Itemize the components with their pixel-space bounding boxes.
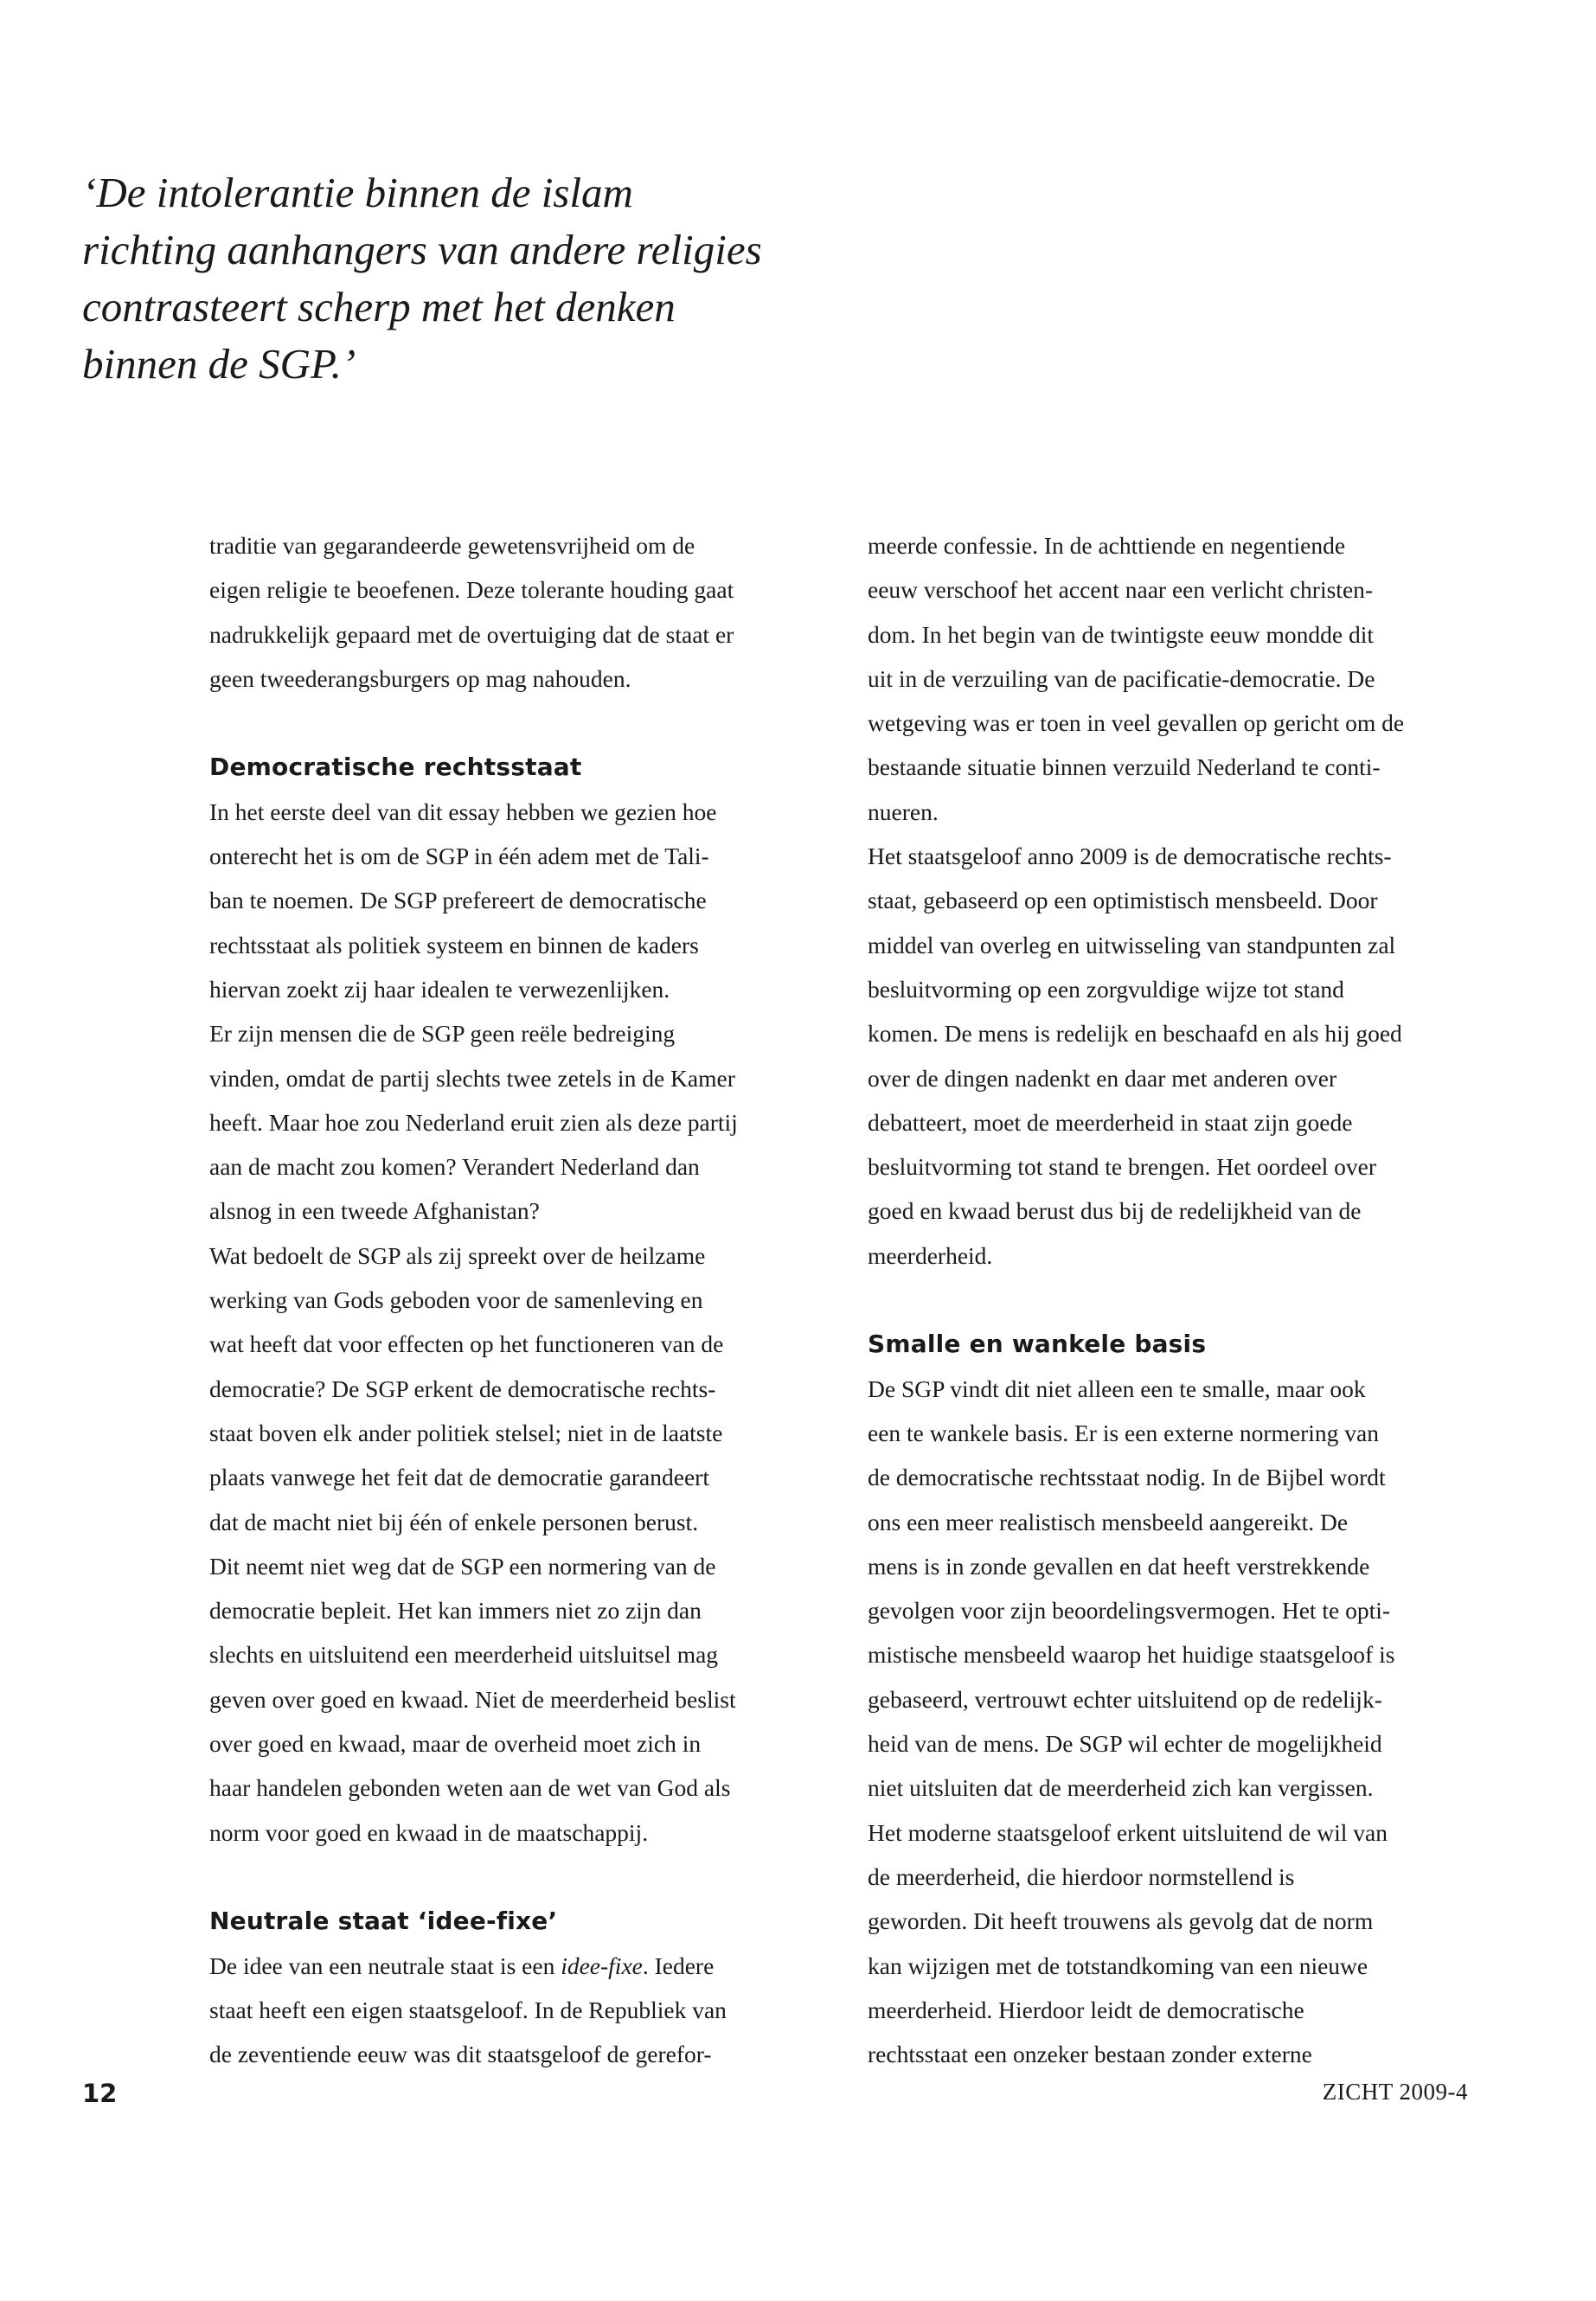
text-line: heid van de mens. De SGP wil echter de mogelijkheid xyxy=(868,1730,1382,1758)
text-line: nadrukkelijk gepaard met de overtuiging dat de staat er xyxy=(209,620,734,648)
text-line: aan de macht zou komen? Verandert Nederland dan xyxy=(209,1153,700,1181)
text-line: meerderheid. Hierdoor leidt de democratische xyxy=(868,1996,1304,2023)
text-line: democratie? De SGP erkent de democratische rechts- xyxy=(209,1375,716,1402)
text-line: mens is in zonde gevallen en dat heeft verstrekkende xyxy=(868,1552,1370,1580)
right-column xyxy=(868,523,1490,2076)
text-line: traditie van gegarandeerde gewetensvrijheid om de xyxy=(209,532,695,559)
text-line: dom. In het begin van de twintigste eeuw mondde dit xyxy=(868,620,1375,648)
pull-quote-line: ‘De intolerantie binnen de islam xyxy=(82,169,633,216)
journal-issue: ZICHT 2009-4 xyxy=(1322,2079,1468,2105)
text-line: onterecht het is om de SGP in één adem met de Tali- xyxy=(209,843,709,870)
text-line: de zeventiende eeuw was dit staatsgeloof de gerefor- xyxy=(209,2041,712,2068)
paragraph-gap xyxy=(868,1278,1490,1322)
text-line: besluitvorming op een zorgvuldige wijze tot stand xyxy=(868,975,1344,1003)
text-run: De idee van een neutrale staat is een xyxy=(209,1952,561,1979)
page-number: 12 xyxy=(82,2079,118,2108)
text-line: over goed en kwaad, maar de overheid moet zich in xyxy=(209,1730,702,1758)
text-line: de meerderheid, die hierdoor normstellend is xyxy=(868,1862,1295,1890)
italic-term: idee-fixe xyxy=(561,1952,643,1979)
paragraph-gap xyxy=(209,701,832,745)
text-line: gebaseerd, vertrouwt echter uitsluitend op de redelijk- xyxy=(868,1685,1382,1713)
pull-quote xyxy=(82,164,861,393)
text-line: geen tweederangsburgers op mag nahouden. xyxy=(209,664,631,692)
text-line: geven over goed en kwaad. Niet de meerderheid beslist xyxy=(209,1685,736,1713)
text-line: rechtsstaat als politiek systeem en binnen de kaders xyxy=(209,931,699,958)
section-heading: Smalle en wankele basis xyxy=(868,1330,1207,1359)
text-line: meerde confessie. In de achttiende en negentiende xyxy=(868,532,1346,559)
text-line: goed en kwaad berust dus bij de redelijkheid van de xyxy=(868,1197,1362,1225)
text-line: alsnog in een tweede Afghanistan? xyxy=(209,1197,540,1225)
text-line: hiervan zoekt zij haar idealen te verwezenlijken. xyxy=(209,975,670,1003)
text-line: ons een meer realistisch mensbeeld aangereikt. De xyxy=(868,1508,1349,1535)
text-line: Dit neemt niet weg dat de SGP een normering van de xyxy=(209,1552,716,1580)
text-line: Wat bedoelt de SGP als zij spreekt over de heilzame xyxy=(209,1241,706,1269)
paragraph-gap xyxy=(209,1855,832,1899)
text-line: Er zijn mensen die de SGP geen reële bedreiging xyxy=(209,1020,676,1048)
text-line: norm voor goed en kwaad in de maatschappij. xyxy=(209,1818,649,1846)
section-heading: Neutrale staat ‘idee-fixe’ xyxy=(209,1907,558,1936)
text-line: haar handelen gebonden weten aan de wet van God als xyxy=(209,1774,731,1802)
text-line: rechtsstaat een onzeker bestaan zonder externe xyxy=(868,2041,1312,2068)
text-line: wat heeft dat voor effecten op het functioneren van de xyxy=(209,1330,724,1358)
text-line: slechts en uitsluitend een meerderheid uitsluitsel mag xyxy=(209,1641,719,1669)
text-line: meerderheid. xyxy=(868,1241,993,1269)
text-line: geworden. Dit heeft trouwens als gevolg dat de norm xyxy=(868,1907,1374,1935)
text-line: Het moderne staatsgeloof erkent uitsluitend de wil van xyxy=(868,1818,1388,1846)
text-line: In het eerste deel van dit essay hebben we gezien hoe xyxy=(209,798,717,825)
text-line: heeft. Maar hoe zou Nederland eruit zien als deze partij xyxy=(209,1108,738,1136)
text-line: wetgeving was er toen in veel gevallen op gericht om de xyxy=(868,709,1405,737)
text-line: over de dingen nadenkt en daar met anderen over xyxy=(868,1064,1337,1092)
pull-quote-line: richting aanhangers van andere religies xyxy=(82,226,762,273)
text-line: een te wankele basis. Er is een externe normering van xyxy=(868,1419,1380,1446)
text-line: de democratische rechtsstaat nodig. In de Bijbel wordt xyxy=(868,1464,1386,1491)
text-line: kan wijzigen met de totstandkoming van een nieuwe xyxy=(868,1952,1368,1979)
text-line: mistische mensbeeld waarop het huidige staatsgeloof is xyxy=(868,1641,1395,1669)
text-line: middel van overleg en uitwisseling van standpunten zal xyxy=(868,931,1396,958)
text-line: plaats vanwege het feit dat de democratie garandeert xyxy=(209,1464,709,1491)
text-line: democratie bepleit. Het kan immers niet zo zijn dan xyxy=(209,1597,702,1625)
text-line: staat, gebaseerd op een optimistisch mensbeeld. Door xyxy=(868,887,1378,914)
text-line: gevolgen voor zijn beoordelingsvermogen. Het te opti- xyxy=(868,1597,1391,1625)
text-line: besluitvorming tot stand te brengen. Het oordeel over xyxy=(868,1153,1377,1181)
text-line: uit in de verzuiling van de pacificatie-democratie. De xyxy=(868,664,1375,692)
text-line: bestaande situatie binnen verzuild Nederland te conti- xyxy=(868,753,1381,781)
text-line: ban te noemen. De SGP prefereert de democratische xyxy=(209,887,707,914)
text-line: werking van Gods geboden voor de samenleving en xyxy=(209,1286,703,1314)
text-line: staat boven elk ander politiek stelsel; niet in de laatste xyxy=(209,1419,723,1446)
text-line: vinden, omdat de partij slechts twee zetels in de Kamer xyxy=(209,1064,735,1092)
text-line: Het staatsgeloof anno 2009 is de democratische rechts- xyxy=(868,843,1392,870)
text-run: . Iedere xyxy=(642,1952,715,1979)
text-line: niet uitsluiten dat de meerderheid zich kan vergissen. xyxy=(868,1774,1374,1802)
text-line: eigen religie te beoefenen. Deze tolerante houding gaat xyxy=(209,576,734,604)
text-line: De SGP vindt dit niet alleen een te smalle, maar ook xyxy=(868,1375,1366,1402)
pull-quote-line: contrasteert scherp met het denken xyxy=(82,283,676,330)
text-line: eeuw verschoof het accent naar een verlicht christen- xyxy=(868,576,1374,604)
pull-quote-line: binnen de SGP.’ xyxy=(82,340,356,388)
section-heading: Democratische rechtsstaat xyxy=(209,753,582,782)
text-line xyxy=(209,1944,832,1988)
text-line: dat de macht niet bij één of enkele personen berust. xyxy=(209,1508,699,1535)
text-line: staat heeft een eigen staatsgeloof. In de Republiek van xyxy=(209,1996,727,2023)
text-line: nueren. xyxy=(868,798,939,825)
text-line: komen. De mens is redelijk en beschaafd en als hij goed xyxy=(868,1020,1402,1048)
left-column xyxy=(209,523,832,2076)
text-line: debatteert, moet de meerderheid in staat zijn goede xyxy=(868,1108,1353,1136)
